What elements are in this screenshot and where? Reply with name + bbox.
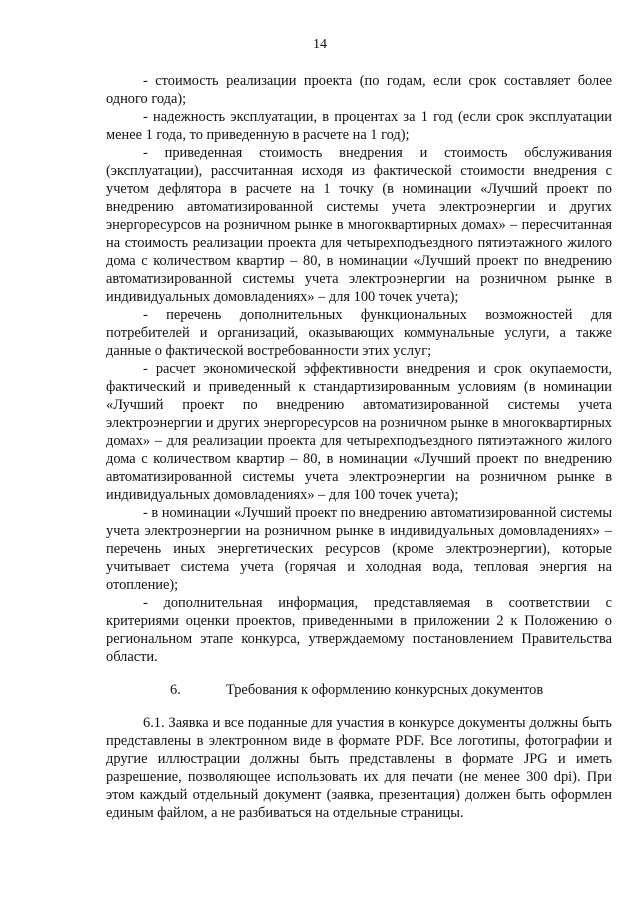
list-item-additional-features: - перечень дополнительных функциональных возможностей для потребителей и организаций, оказывающих коммунальные услуги, а также данные о фактической востребованности этих услуг; <box>106 307 612 359</box>
list-item-other-resources: - в номинации «Лучший проект по внедрению автоматизированной системы учета электроэнергии на розничном рынке в индивидуальных домовладениях» – перечень иных энергетических ресурсов (кроме электроэнергии), которые учитывает система учета (горячая и холодная вода, тепловая энергия на отопление); <box>106 505 612 593</box>
section-heading <box>106 666 612 714</box>
section-number: 6. <box>170 682 181 698</box>
list-item-economic-efficiency: - расчет экономической эффективности внедрения и срок окупаемости, фактический и приведенный к стандартизированным условиям (в номинации «Лучший проект по внедрению автоматизированной системы учета электроэнергии и других энергоресурсов на розничном рынке в многоквартирных домах» – для реализации проекта для четырехподъездного пятиэтажного жилого дома с количеством квартир – 80, в номинации «Лучший проект по внедрению автоматизированной системы учета электроэнергии на розничном рынке в индивидуальных домовладениях» – для 100 точек учета); <box>106 361 612 503</box>
page-number: 14 <box>313 37 327 52</box>
list-item-reliability: - надежность эксплуатации, в процентах за 1 год (если срок эксплуатации менее 1 года, то приведенную в расчете на 1 год); <box>106 109 612 143</box>
list-item-additional-info: - дополнительная информация, представляемая в соответствии с критериями оценки проектов, приведенными в приложении 2 к Положению о региональном этапе конкурса, утверждаемому постановлением Правительства области. <box>106 595 612 665</box>
document-body <box>106 72 612 822</box>
section-title: Требования к оформлению конкурсных документов <box>226 682 544 698</box>
section-paragraph: 6.1. Заявка и все поданные для участия в конкурсе документы должны быть представлены в электронном виде в формате PDF. Все логотипы, фотографии и другие иллюстрации должны быть представлены в формате JPG и иметь разрешение, позволяющее использовать их для печати (не менее 300 dpi). При этом каждый отдельный документ (заявка, презентация) должен быть оформлен единым файлом, а не разбиваться на отдельные страницы. <box>106 715 612 821</box>
list-item-cost: - стоимость реализации проекта (по годам, если срок составляет более одного года); <box>106 73 612 107</box>
list-item-reduced-cost: - приведенная стоимость внедрения и стоимость обслуживания (эксплуатации), рассчитанная исходя из фактической стоимости внедрения с учетом дефлятора в расчете на 1 точку (в номинации «Лучший проект по внедрению автоматизированной системы учета электроэнергии и других энергоресурсов на розничном рынке в многоквартирных домах» – пересчитанная на стоимость реализации проекта для четырехподъездного пятиэтажного жилого дома с количеством квартир – 80, в номинации «Лучший проект по внедрению автоматизированной системы учета электроэнергии на розничном рынке в индивидуальных домовладениях» – для 100 точек учета); <box>106 145 612 305</box>
